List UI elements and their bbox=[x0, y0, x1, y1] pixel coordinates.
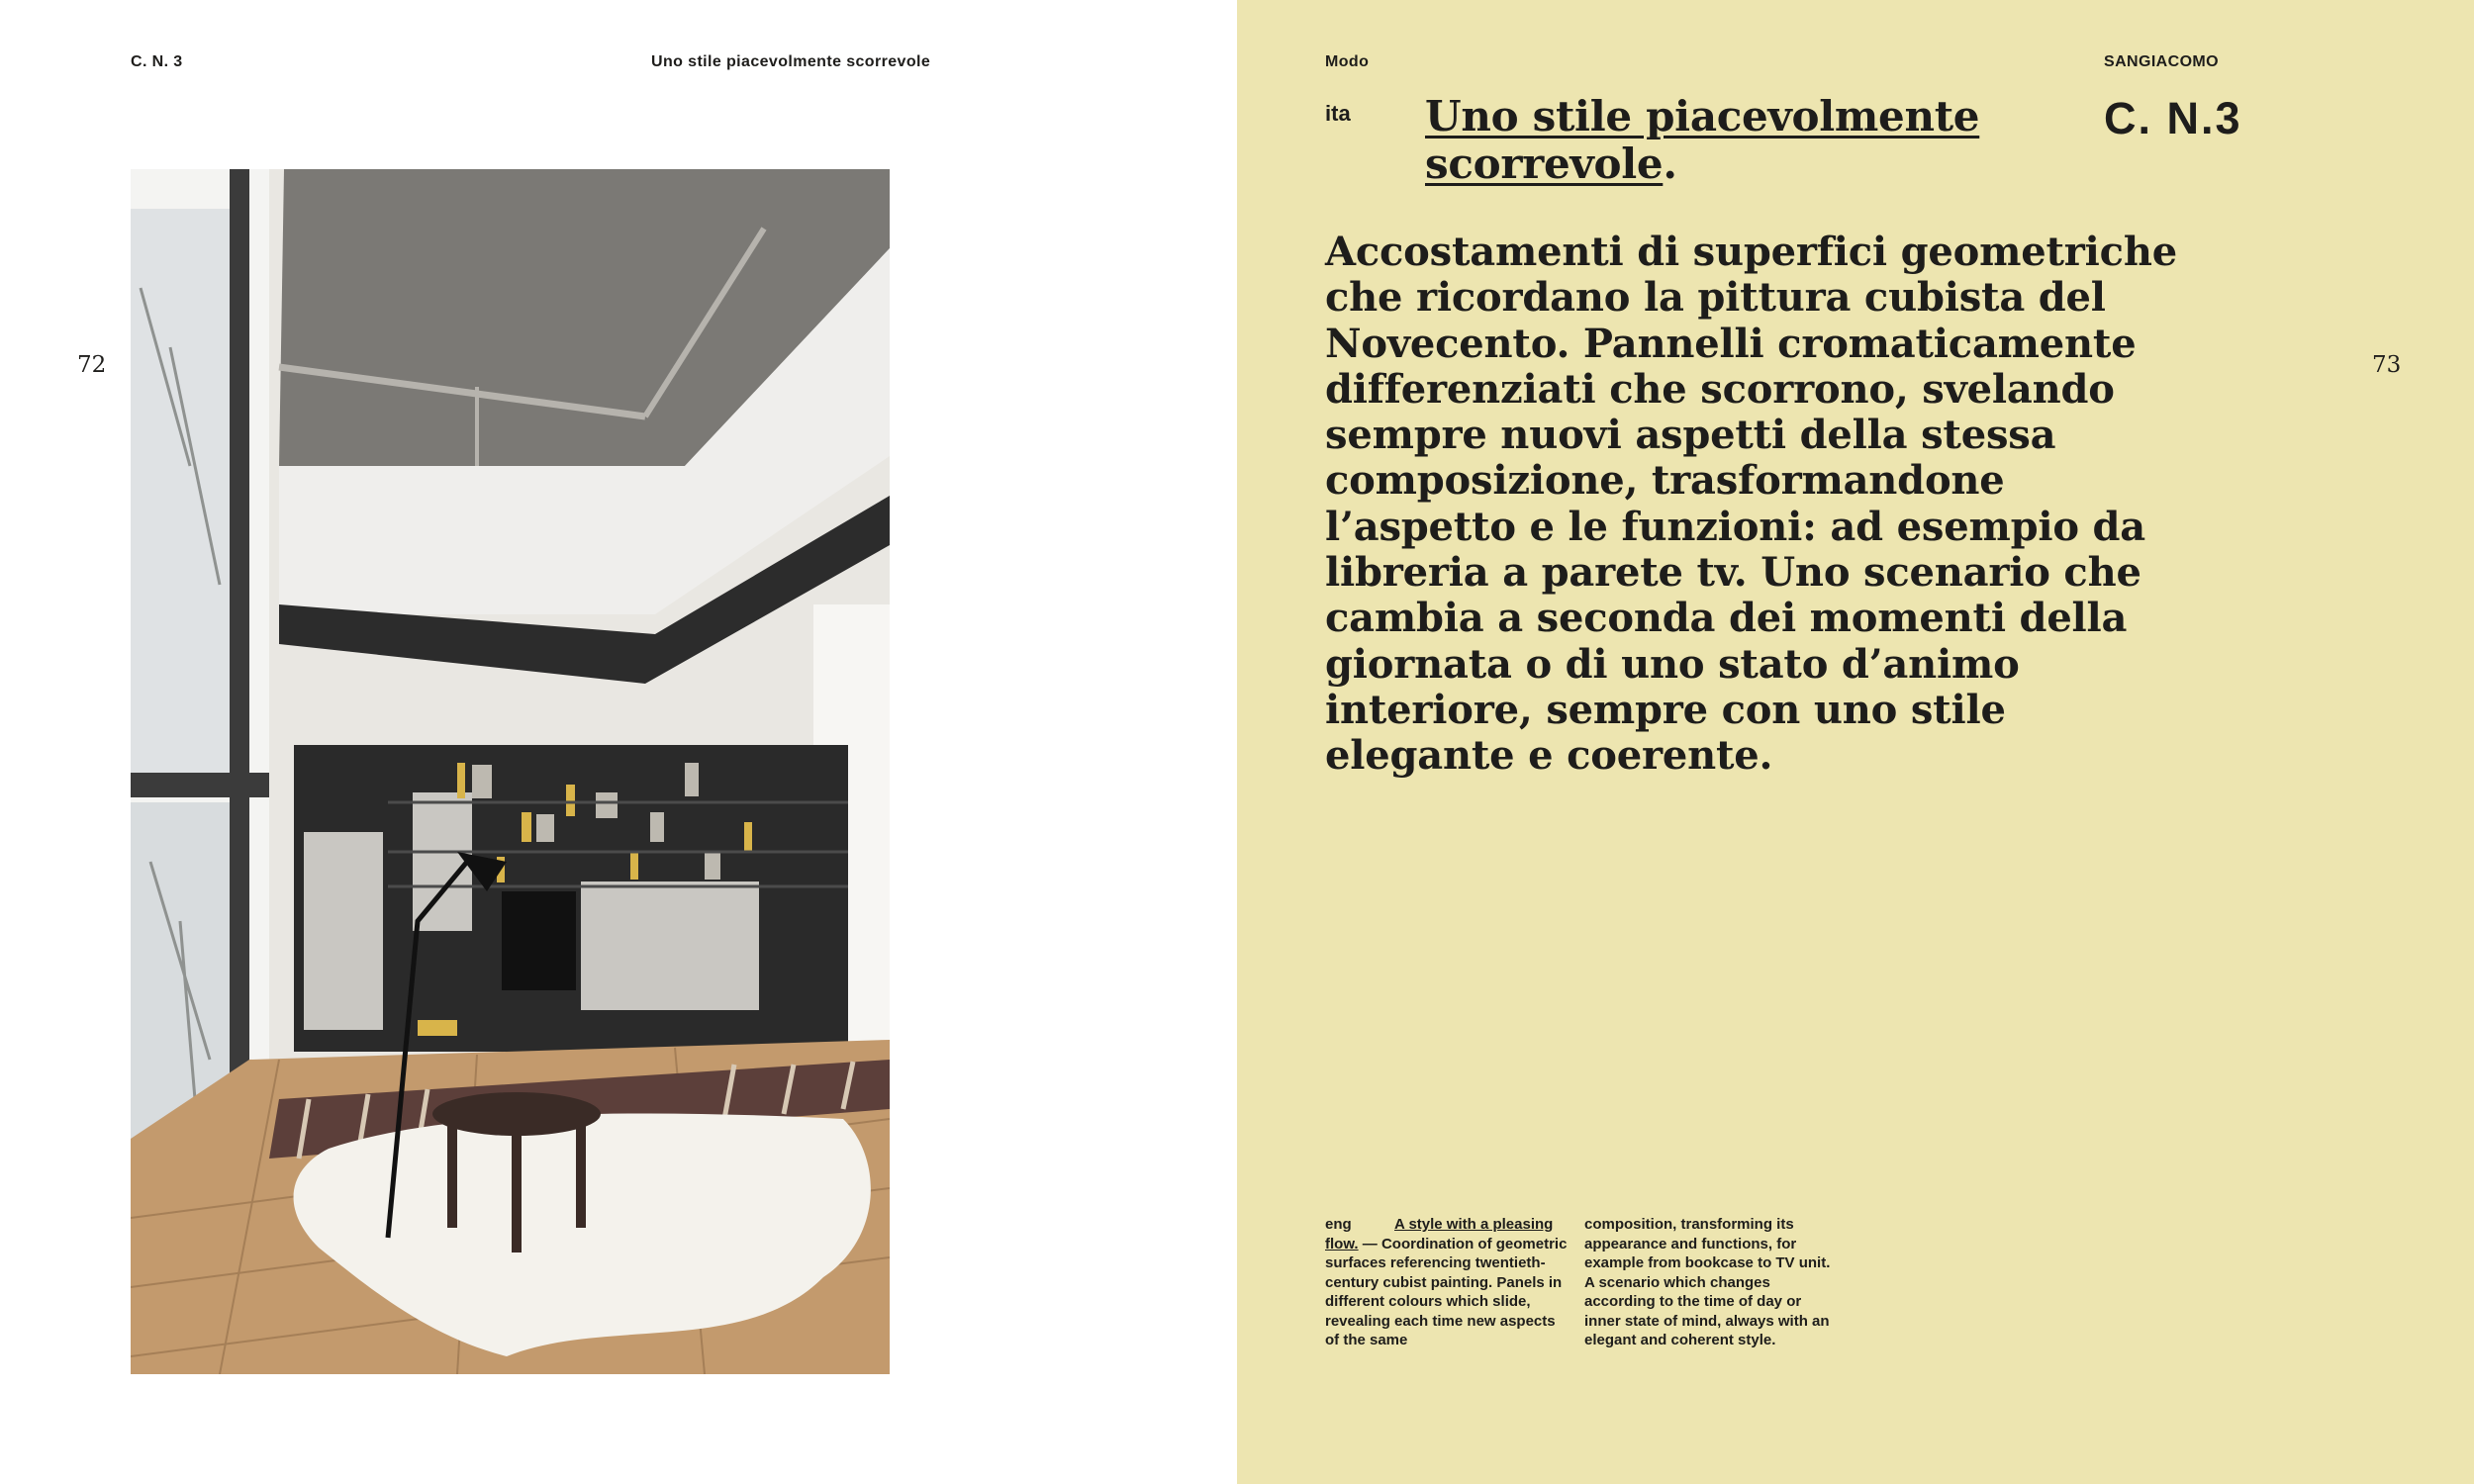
article-title-it-line2: scorrevole bbox=[1425, 139, 1664, 188]
collection-name: C. N.3 bbox=[2104, 93, 2242, 143]
english-column-1 bbox=[1325, 1215, 1572, 1350]
language-label-en: eng bbox=[1325, 1216, 1352, 1233]
article-title-en: A style with a pleasing flow. bbox=[1325, 1216, 1554, 1252]
page-number-left: 72 bbox=[77, 352, 107, 378]
english-column-2: composition, transforming its appearance and functions, for example from bookcase to TV unit. A scenario which changes according to the time of day or inner state of mind, always with an elegant and coherent style. bbox=[1584, 1216, 1831, 1348]
article-title-it-period: . bbox=[1663, 139, 1677, 188]
running-head-series: C. N. 3 bbox=[131, 53, 183, 70]
running-head-section: Modo bbox=[1325, 53, 1370, 70]
lead-paragraph-it: Accostamenti di superfici geometriche che ricordano la pittura cubista del Novecento. Pannelli cromaticamente differenziati che scorrono, svelando sempre nuovi aspetti della stessa composizione, trasformandone l’aspetto e le funzioni: ad esempio da libreria a parete tv. Uno scenario che cambia a seconda dei momenti della giornata o di uno stato d’animo interiore, sempre con uno stile elegante e coerente. bbox=[1325, 229, 2177, 780]
language-label-it: ita bbox=[1325, 101, 1351, 126]
running-head-title: Uno stile piacevolmente scorrevole bbox=[651, 53, 931, 70]
interior-photo bbox=[131, 169, 890, 1374]
article-title-it bbox=[1425, 93, 2019, 188]
article-title-it-line1: Uno stile piacevolmente bbox=[1425, 92, 1980, 140]
english-body-part1: — Coordination of geometric surfaces referencing twentieth-century cubist painting. Panels in different colours which slide, revealing each time new aspects of the same bbox=[1325, 1235, 1568, 1348]
running-head-brand: SANGIACOMO bbox=[2104, 53, 2219, 70]
page-number-right: 73 bbox=[2372, 352, 2402, 378]
interior-photo-icon bbox=[131, 169, 890, 1374]
